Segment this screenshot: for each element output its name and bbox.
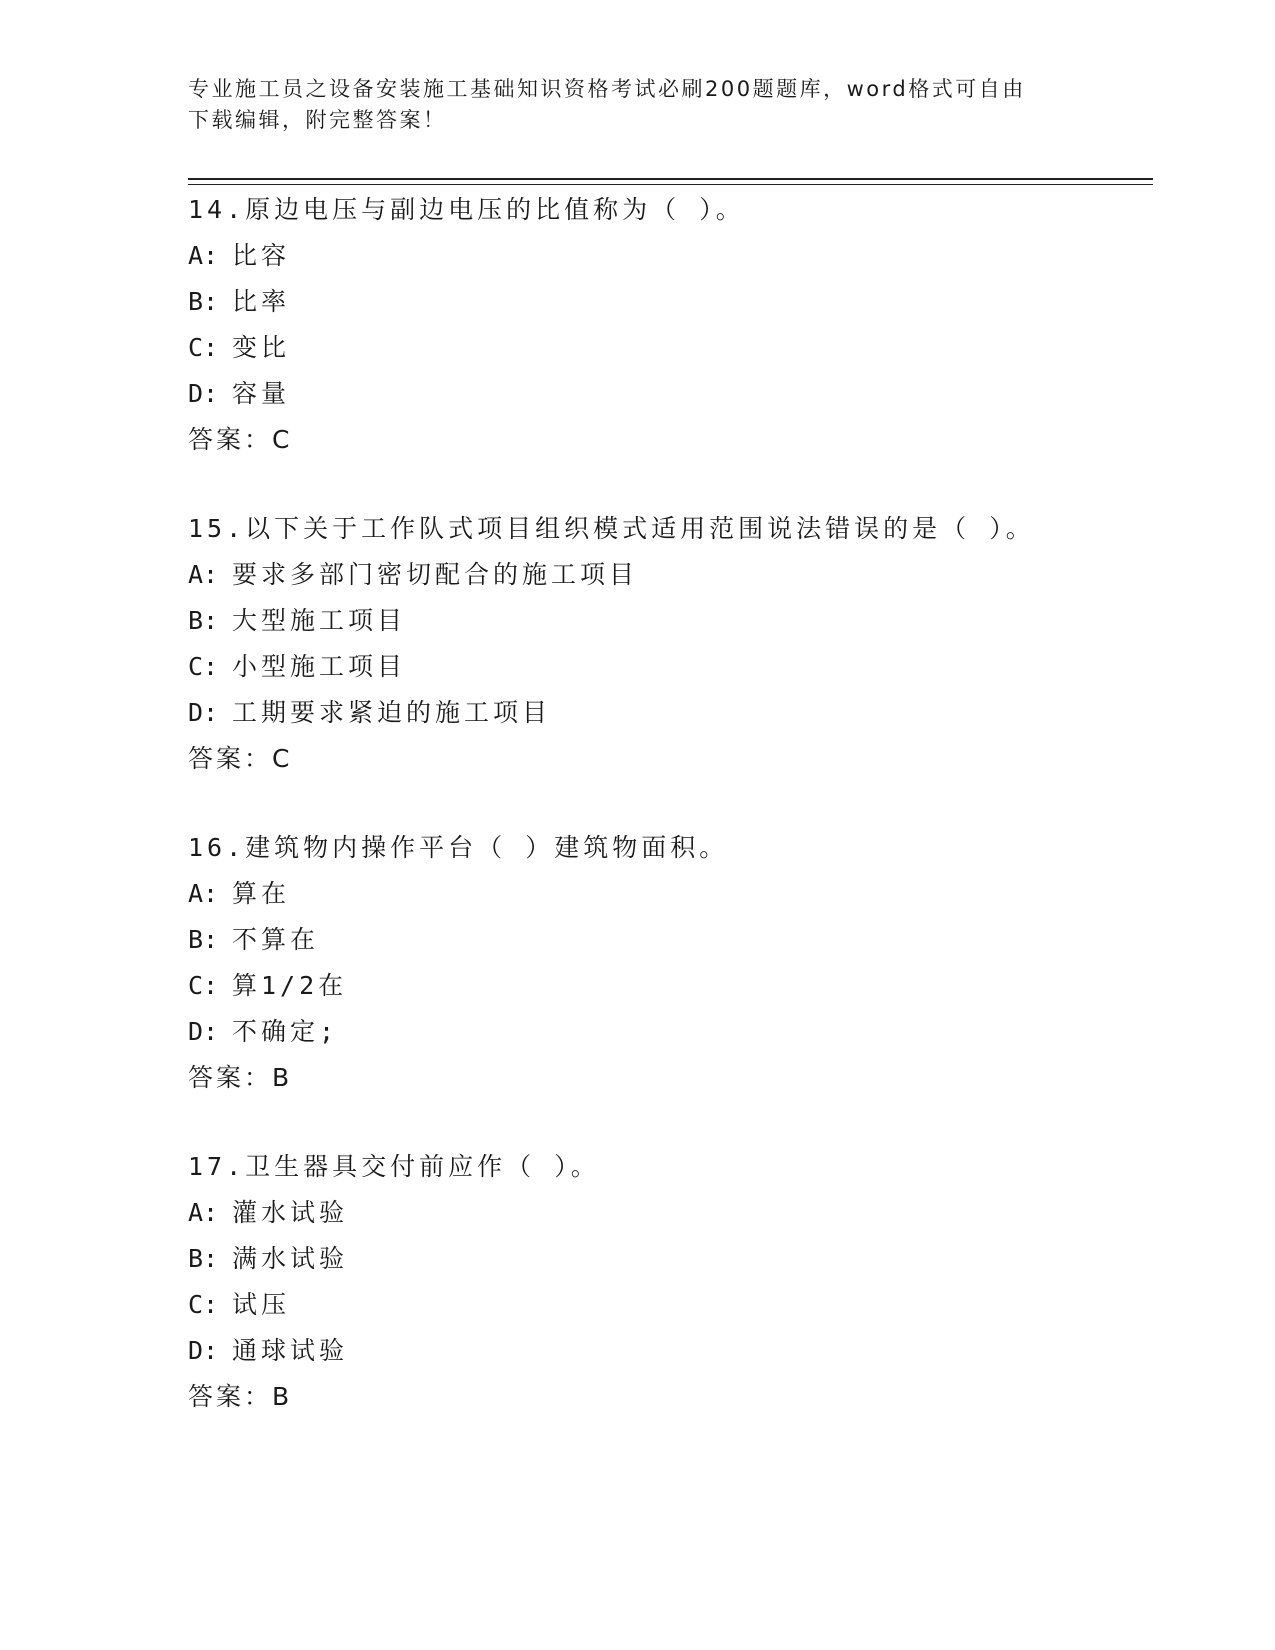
header-line-2: 下载编辑，附完整答案！ — [188, 108, 447, 132]
option-text: 工期要求紧迫的施工项目 — [232, 698, 552, 727]
option-text: 不确定; — [232, 1017, 339, 1046]
option-a — [188, 233, 1148, 279]
option-text: 大型施工项目 — [232, 606, 407, 635]
option-text: 通球试验 — [232, 1336, 349, 1365]
option-text: 容量 — [232, 379, 291, 408]
option-c — [188, 963, 1148, 1009]
option-text: 试压 — [232, 1290, 291, 1319]
document-header — [188, 74, 1088, 136]
option-label: A: — [188, 879, 219, 908]
answer-line: 答案：B — [188, 1063, 293, 1092]
question-stem: 16.建筑物内操作平台（ ）建筑物面积。 — [188, 833, 729, 862]
option-label: C: — [188, 652, 219, 681]
option-text: 小型施工项目 — [232, 652, 407, 681]
option-text: 不算在 — [232, 925, 320, 954]
option-c — [188, 325, 1148, 371]
answer-line: 答案：C — [188, 425, 293, 454]
question-stem: 17.卫生器具交付前应作（ ）。 — [188, 1152, 600, 1181]
question-16 — [188, 825, 1148, 1101]
option-c — [188, 644, 1148, 690]
option-text: 算1/2在 — [232, 971, 348, 1000]
option-label: C: — [188, 1290, 219, 1319]
option-text: 满水试验 — [232, 1244, 349, 1273]
header-divider — [188, 178, 1153, 185]
option-label: C: — [188, 971, 219, 1000]
option-label: D: — [188, 1017, 219, 1046]
option-d — [188, 690, 1148, 736]
option-label: B: — [188, 925, 219, 954]
option-text: 比率 — [232, 287, 291, 316]
answer-line: 答案：B — [188, 1382, 293, 1411]
option-a — [188, 552, 1148, 598]
option-label: D: — [188, 1336, 219, 1365]
option-a — [188, 1190, 1148, 1236]
question-list — [188, 187, 1148, 1463]
option-label: B: — [188, 1244, 219, 1273]
option-d — [188, 371, 1148, 417]
question-stem: 15.以下关于工作队式项目组织模式适用范围说法错误的是（ ）。 — [188, 514, 1035, 543]
option-b — [188, 598, 1148, 644]
option-text: 比容 — [232, 241, 291, 270]
option-label: B: — [188, 287, 219, 316]
option-label: D: — [188, 379, 219, 408]
option-c — [188, 1282, 1148, 1328]
option-text: 灌水试验 — [232, 1198, 349, 1227]
option-text: 算在 — [232, 879, 291, 908]
option-b — [188, 279, 1148, 325]
option-b — [188, 1236, 1148, 1282]
answer-line: 答案：C — [188, 744, 293, 773]
option-text: 变比 — [232, 333, 291, 362]
option-label: A: — [188, 241, 219, 270]
option-a — [188, 871, 1148, 917]
option-label: C: — [188, 333, 219, 362]
question-15 — [188, 506, 1148, 782]
option-text: 要求多部门密切配合的施工项目 — [232, 560, 639, 589]
option-d — [188, 1328, 1148, 1374]
header-line-1: 专业施工员之设备安装施工基础知识资格考试必刷200题题库，word格式可自由 — [188, 77, 1026, 101]
option-label: A: — [188, 1198, 219, 1227]
option-label: D: — [188, 698, 219, 727]
question-stem: 14.原边电压与副边电压的比值称为（ ）。 — [188, 195, 745, 224]
option-d — [188, 1009, 1148, 1055]
option-b — [188, 917, 1148, 963]
option-label: A: — [188, 560, 219, 589]
option-label: B: — [188, 606, 219, 635]
question-17 — [188, 1144, 1148, 1420]
question-14 — [188, 187, 1148, 463]
